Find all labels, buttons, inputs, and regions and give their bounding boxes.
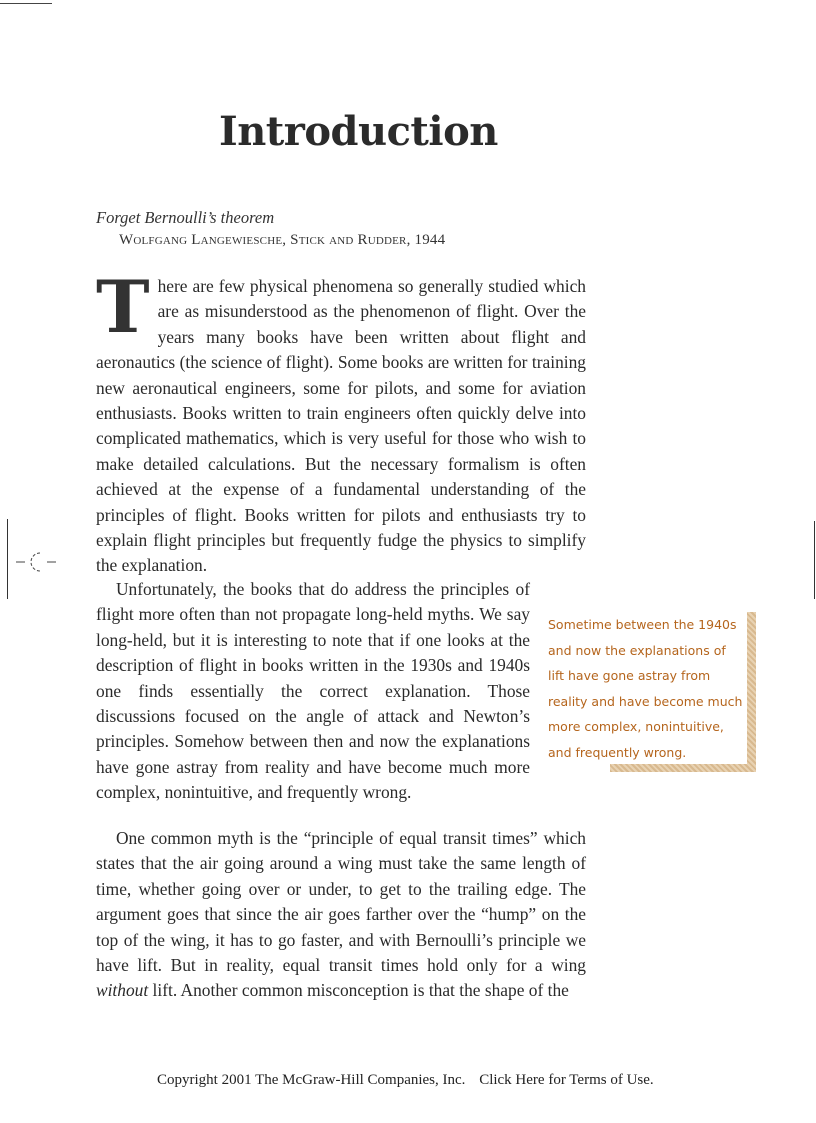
epigraph-attribution: Wolfgang Langewiesche, Stick and Rudder, 1944 (119, 232, 446, 248)
page-footer (157, 1072, 654, 1089)
right-margin-tick (814, 521, 815, 599)
body-paragraph-1 (96, 264, 586, 579)
copyright-notice: Copyright 2001 The McGraw-Hill Companies, Inc. (157, 1072, 466, 1088)
registration-mark-icon (16, 548, 56, 576)
chapter-title: Introduction (219, 108, 498, 155)
paragraph-1-text: here are few physical phenomena so generally studied which are as misunderstood as the phenomenon of flight. Over the years many books have been written about flight and aeronautics (the science of flight). Some books are written for training new aeronautical engineers, some for pilots, and some for aviation enthusiasts. Books written to train engineers often quickly delve into complicated mathematics, which is very useful for those who wish to make detailed calculations. But the necessary formalism is often achieved at the expense of a fundamental understanding of the principles of flight. Books written for pilots and enthusiasts try to explain flight principles but frequently fudge the physics to simplify the explanation. (96, 276, 586, 576)
pull-quote-text: Sometime between the 1940s and now the explanations of lift have gone astray from reality and have become much more complex, nonintuitive, and frequently wrong. (548, 617, 743, 760)
drop-cap: T (96, 264, 150, 349)
paragraph-3-text-before: One common myth is the “principle of equal transit times” which states that the air going around a wing must take the same length of time, whether going over or under, to get to the trailing edge. The argument goes that since the air goes farther over the “hump” on the top of the wing, it has to go faster, and with Bernoulli’s principle we have lift. But in reality, equal transit times hold only for a wing (96, 828, 586, 976)
body-paragraph-3 (96, 826, 586, 1004)
body-paragraph-2: Unfortunately, the books that do address the principles of flight more often than not propagate long-held myths. We say long-held, but it is interesting to note that if one looks at the description of flight in books written in the 1930s and 1940s one finds essentially the correct explanation. Those discussions focused on the angle of attack and Newton’s principles. Somehow between then and now the explanations have gone astray from reality and have become much more complex, nonintuitive, and frequently wrong. (96, 579, 530, 803)
pull-quote-sidebar (541, 608, 749, 766)
paragraph-3-emphasis: without (96, 980, 149, 1001)
pull-quote-box (541, 608, 747, 764)
terms-of-use-link[interactable]: Click Here for Terms of Use. (479, 1072, 654, 1088)
left-margin-tick (7, 519, 8, 599)
top-corner-rule (0, 3, 52, 4)
epigraph-quote: Forget Bernoulli’s theorem (96, 208, 275, 227)
paragraph-3-text-after: lift. Another common misconception is that the shape of the (148, 980, 569, 1001)
